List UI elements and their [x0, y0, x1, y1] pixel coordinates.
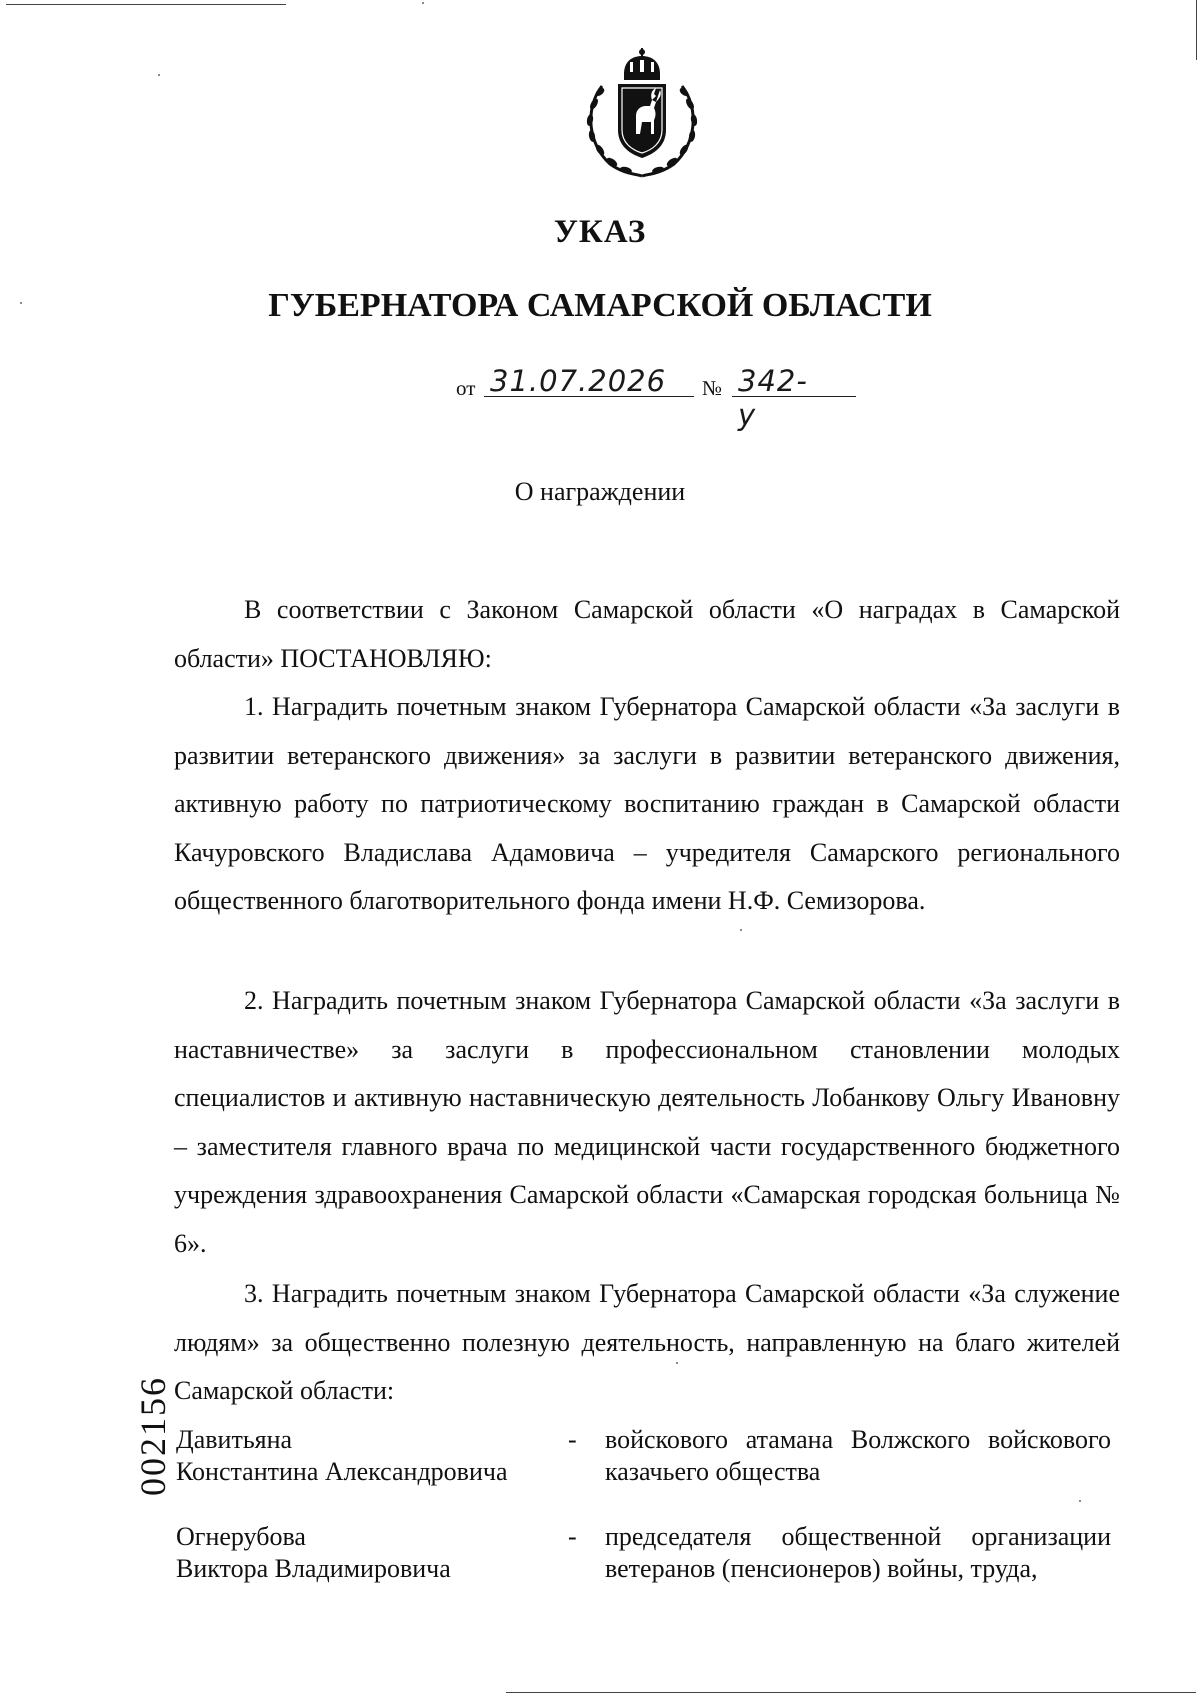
scan-speck — [740, 929, 742, 931]
recipient-surname: Огнерубова — [176, 1522, 306, 1551]
recipient-position: председателя общественной организации ветеранов (пенсионеров) войны, труда, — [605, 1522, 1111, 1583]
side-serial-number: 002156 — [133, 1376, 173, 1496]
recipient-dash: - — [568, 1425, 577, 1454]
recipient-given-names: Константина Александровича — [176, 1457, 508, 1486]
scan-speck — [422, 2, 424, 4]
scan-speck — [158, 74, 160, 76]
recipient-name — [176, 1424, 556, 1488]
number-label: № — [702, 376, 723, 400]
recipient-dash: - — [568, 1522, 577, 1551]
award-paragraph-1: 1. Наградить почетным знаком Губернатора Самарской области «За заслуги в развитии ветеранского движения» за заслуги в развитии ветеранского движения, активную работу по патриотическому воспитанию граждан в Самарской области Качуровского Владислава Адамовича – учредителя Самарского регионального общественного благотворительного фонда имени Н.Ф. Семизорова. — [174, 692, 1120, 915]
samara-coat-of-arms-icon — [580, 46, 704, 180]
recipient-given-names: Виктора Владимировича — [176, 1554, 451, 1583]
award-paragraph-3: 3. Наградить почетным знаком Губернатора Самарской области «За служение людям» за общественно полезную деятельность, направленную на благо жителей Самарской области: — [174, 1279, 1120, 1405]
award-paragraph-2: 2. Наградить почетным знаком Губернатора Самарской области «За заслуги в наставничестве» за заслуги в профессиональном становлении молодых специалистов и активную наставническую деятельность Лобанкову Ольгу Ивановну – заместителя главного врача по медицинской части государственного бюджетного учреждения здравоохранения Самарской области «Самарская городская больница № 6». — [174, 986, 1120, 1258]
date-value: 31.07.2026 — [490, 364, 667, 398]
preamble-paragraph: В соответствии с Законом Самарской области «О наградах в Самарской области» ПОСТАНОВЛЯЮ: — [174, 595, 1120, 673]
recipient-position: войскового атамана Волжского войскового казачьего общества — [605, 1425, 1111, 1486]
scan-edge-top — [6, 4, 286, 5]
document-subtitle: ГУБЕРНАТОРА САМАРСКОЙ ОБЛАСТИ — [268, 287, 932, 324]
scan-edge-bottom — [506, 1692, 1196, 1693]
document-subject: О награждении — [514, 477, 686, 506]
date-label: от — [456, 376, 476, 400]
recipient-name — [176, 1521, 556, 1585]
document-title: УКАЗ — [553, 214, 647, 250]
recipient-surname: Давитьяна — [176, 1425, 293, 1454]
scan-speck — [1079, 1500, 1081, 1502]
number-value: 342-у — [738, 364, 808, 432]
scan-edge-right — [1196, 0, 1197, 60]
